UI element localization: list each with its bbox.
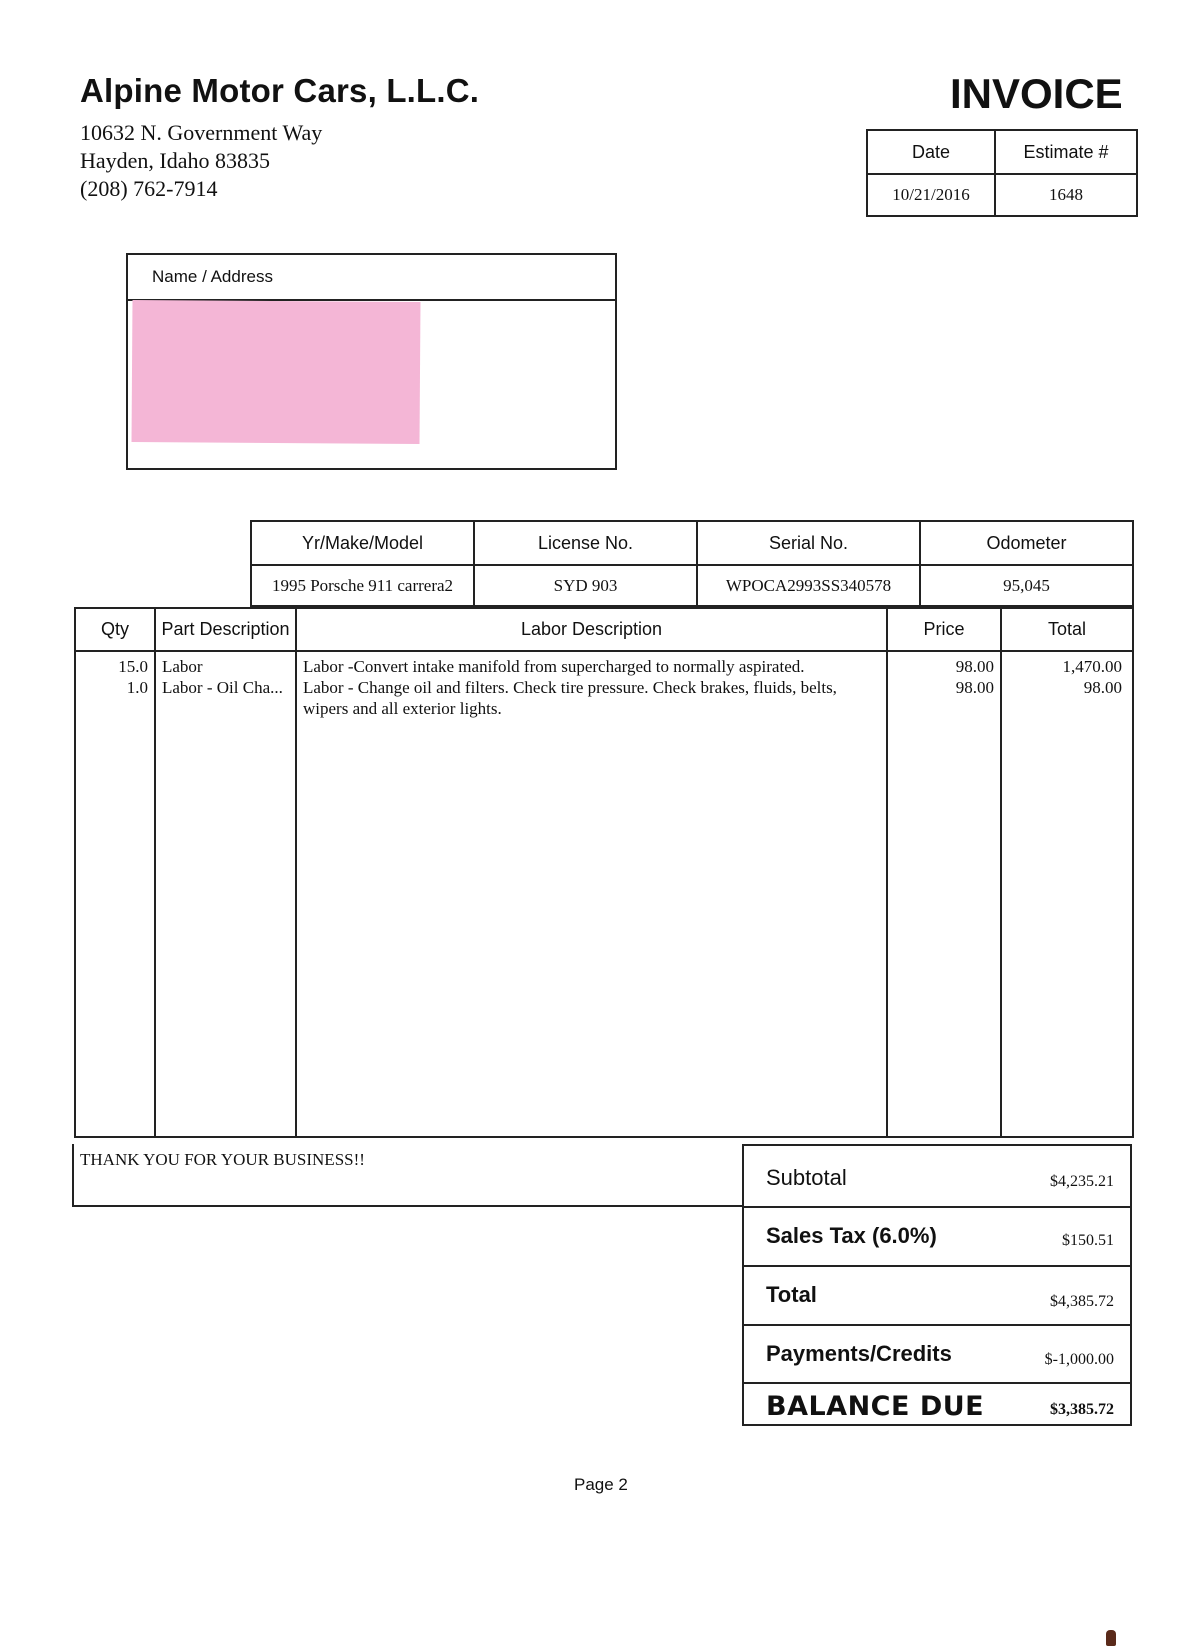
balance-due-value: $3,385.72 [1050,1401,1114,1418]
vehicle-serial-value: WPOCA2993SS340578 [697,565,920,606]
date-label: Date [867,130,995,174]
item-part-description: Labor [162,657,203,676]
vehicle-serial-header: Serial No. [697,521,920,565]
total-header: Total [1001,608,1133,651]
totals-box [742,1144,1132,1426]
item-part-description: Labor - Oil Cha... [162,678,283,697]
total-label: Total [766,1282,817,1307]
invoice-meta-table [866,129,1138,217]
price-header: Price [887,608,1001,651]
sales-tax-label: Sales Tax (6.0%) [766,1223,937,1248]
vehicle-odometer-header: Odometer [920,521,1133,565]
subtotal-value: $4,235.21 [1050,1173,1114,1190]
item-price: 98.00 [955,657,994,676]
item-labor-description: Labor -Convert intake manifold from supercharged to normally aspirated. [303,657,805,676]
vehicle-model-value: 1995 Porsche 911 carrera2 [251,565,474,606]
sales-tax-value: $150.51 [1062,1232,1114,1249]
item-total: 1,470.00 [1062,657,1122,676]
page-number: Page 2 [574,1475,628,1494]
subtotal-row [744,1146,1130,1208]
payments-value: $-1,000.00 [1044,1351,1114,1368]
vehicle-license-value: SYD 903 [474,565,697,606]
company-phone: (208) 762-7914 [80,176,218,201]
estimate-value: 1648 [995,174,1137,216]
scan-speck [1106,1630,1116,1646]
date-value: 10/21/2016 [867,174,995,216]
balance-due-label: BALANCE DUE [766,1391,985,1422]
item-total: 98.00 [1083,678,1122,697]
item-labor-description: Labor - Change oil and filters. Check tire pressure. Check brakes, fluids, belts, wipers and all exterior lights. [303,678,837,718]
labor-description-header: Labor Description [296,608,887,651]
footer-message-box [72,1144,744,1207]
item-qty: 1.0 [126,678,148,697]
vehicle-license-header: License No. [474,521,697,565]
name-address-label: Name / Address [128,255,615,301]
company-address-line1: 10632 N. Government Way [80,120,323,145]
company-name: Alpine Motor Cars, L.L.C. [80,72,480,109]
item-qty: 15.0 [118,657,148,676]
name-address-box [126,253,617,470]
total-row [744,1267,1130,1326]
payments-row [744,1326,1130,1384]
vehicle-model-header: Yr/Make/Model [251,521,474,565]
total-value: $4,385.72 [1050,1293,1114,1310]
balance-due-row [744,1384,1130,1430]
qty-header: Qty [75,608,155,651]
company-address-line2: Hayden, Idaho 83835 [80,148,271,173]
estimate-label: Estimate # [995,130,1137,174]
sales-tax-row [744,1208,1130,1267]
item-price: 98.00 [955,678,994,697]
line-items-table [74,607,1134,1138]
document-title: INVOICE [950,70,1123,117]
vehicle-table [250,520,1134,607]
subtotal-label: Subtotal [766,1165,847,1190]
vehicle-odometer-value: 95,045 [920,565,1133,606]
redacted-customer-address [132,300,421,444]
part-description-header: Part Description [155,608,296,651]
payments-label: Payments/Credits [766,1341,952,1366]
thank-you-message: THANK YOU FOR YOUR BUSINESS!! [80,1150,365,1169]
